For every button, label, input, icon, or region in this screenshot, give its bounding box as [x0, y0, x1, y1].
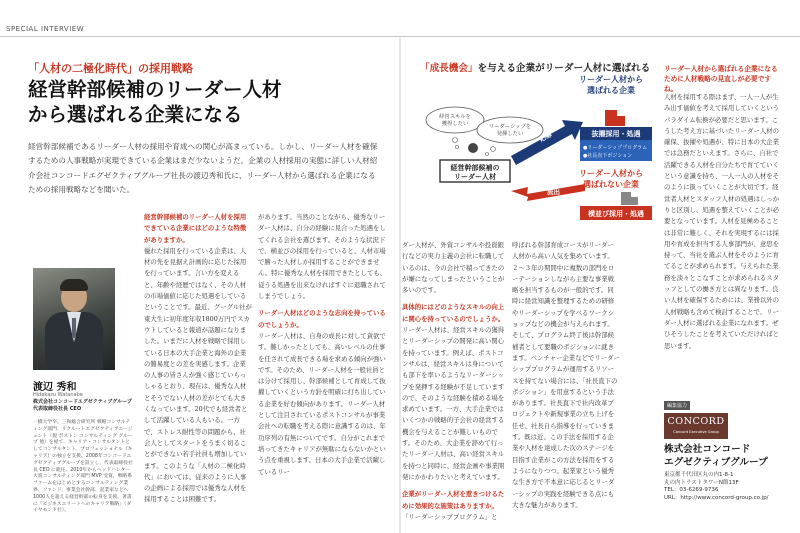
- chosen-benefit-1: ●リーダーシッププログラム: [583, 145, 648, 151]
- sidebar-answer: 人材を採用する際はまず、一人一人が生み出す価値を考えて採用していくというパラダイム転換が必要だと思います。こうした考え方に基づいたリーダー人材の確保、抜擢や処遇が、特に日本の大企業では急務だといえます。さらに、自社で活躍できる人材を自分たちで育てていくという意識を持ち、一人一人の人材をそのように扱っていくことが大切です。経営者人材とスタッフ人材の処遇はしっかりと区別し、処遇を整えていくことが必要となっています。人材を見極めることは非常に難しく、それを実現するには採用や育成を担当する人事部門が、意思を持って、当社を選ぶ人材をそのように育てることが求められます。与えられた業務を淡々とこなすことが求められるスタッフとしての働き方とは異なります。良い人材を確保するためには、業務以外の人材戦略も含めて検討することで、リーダー人材に選ばれる企業になれます。ぜひそうしたことを考えていただければと思います。: [664, 93, 780, 350]
- company-logo: [664, 413, 728, 439]
- company-name-line-1: 株式会社コンコード: [664, 444, 751, 455]
- person-name-roman: Hidekazu Watanabe: [33, 392, 83, 398]
- diagram-title-text: を与える企業がリーダー人材に選ばれる: [477, 63, 651, 74]
- building-icon-chosen: [605, 110, 625, 126]
- company-url[interactable]: URL：http://www.concord-group.co.jp/: [664, 494, 769, 501]
- answer: ダー人材が、外資コンサルや投資銀行などの実力主義の会社に転職しているのは、今の会社で積ってきたのが嫌になってしまったということが多いのです。: [402, 241, 505, 295]
- thought-bubble-2-line-2: 発揮したい: [496, 131, 524, 137]
- company-tel: TEL：03-6269-9736: [664, 487, 719, 493]
- answer: リーダー人材は、自身の成長に対して貪欲です。難しかったとしても、高いレベルの仕事を任されて成長できる場を求める傾向が強いです。そのため、リーダー人材を一般社員とは分けて採用し、幹部候補として育成して抜擢していくという方針を明確に打ち出している企業を好む傾向があります。リーダー人材として注目されているポストコンサルが事業会社への転職を考える際に意識するのは、年功序列の有無についてです。自分がこれまで培ってきたキャリアが無駄にならないかという点を重視します。日本の大手企業で活躍しているリー: [258, 331, 386, 476]
- rejected-benefits-title: 横並び採用・処遇: [588, 210, 644, 218]
- page-gutter: [399, 37, 401, 533]
- rejected-company-line-1: リーダー人材から: [579, 169, 643, 178]
- question: 具体的にはどのようなスキルの向上に関心を持っているのでしょうか。: [402, 303, 505, 323]
- article-column-1: [144, 212, 252, 512]
- headline-kicker: 「人材の二極化時代」の採用戦略: [28, 62, 193, 75]
- question: 企業がリーダー人材を惹きつけるために効果的な施策はありますか。: [402, 490, 505, 510]
- section-tag: SPECIAL INTERVIEW: [6, 25, 85, 33]
- answer: リーダー人材は、経営スキルの獲得とリーダーシップの開発に高い関心を持っています。例えば、ポストコンサルは、経営スキルは身についても部下を率いるようなリーダーシップを発揮する経験が不足していますので、そのような経験を積める場を求めています。一方、大手企業ではいくつかの戦略的子会社の経営する機会を与えることが難しいものです。そのため、大企業を辞めて行ったリーダー人材は、高い経営スキルを持つと同時に、経営企画や事業開発にかかわりたいと考えています。: [402, 326, 505, 481]
- diagram-title-highlight: 「成長機会」: [420, 63, 478, 74]
- leader-candidate-line-1: 経営幹部候補の: [450, 164, 500, 172]
- chosen-company-line-1: リーダー人材から: [579, 75, 643, 84]
- person-name: 渡辺 秀和: [33, 382, 77, 393]
- headline-line-2: から選ばれる企業になる: [28, 103, 243, 126]
- logo-main: CONCORD: [667, 416, 725, 427]
- person-title: 株式会社コンコードエグゼクティブグループ 代表取締役社長 CEO: [33, 399, 132, 412]
- company-address-2: 丸の内トラストタワーN館13F: [664, 479, 739, 486]
- career-diagram: [415, 70, 655, 236]
- portrait-photo: [33, 268, 115, 370]
- person-bio: 一橋大学卒。三和総合研究所 戦略コンサルティング部門、リクルートエグゼクティブエージェント（現 ボストン コンサルティング グループ 他）を経て、キャリア・コンサルタントとしてコンサルタント、プロフェッショナル（キャリア）の独立を支援。2008年コンコードエグゼクティブグループを設立し、代表取締役社長 CEO に就任。2010年からヘッドハンター大賞コンサルティング部門 MVP 受賞。戦略系ファームをはじめとするコンサルティング業界、ファンド、事業会社幹部、起業家などへ1000人を超える経営幹部の転身を支援。著書に『ビジネスエリートへのキャリア戦略』（ダイヤモンド社）。: [33, 420, 133, 514]
- thought-bubble-1-line-1: 経営スキルを: [439, 114, 471, 120]
- logo-sub: Concord Executive Group: [673, 430, 719, 434]
- sidebar-question: リーダー人材から選ばれる企業になるために人材戦略の見直しが必要ですね。: [664, 65, 778, 93]
- leave-label: 流出: [547, 188, 560, 196]
- article-column-3: [402, 240, 508, 529]
- company-contact: [664, 472, 769, 502]
- thought-bubble-2: [477, 117, 543, 143]
- headline: [28, 77, 282, 127]
- chosen-benefits-title: 抜擢採用・処遇: [591, 130, 641, 138]
- article-column-2: [258, 212, 390, 484]
- thought-bubble-2-line-1: リーダーシップを: [488, 124, 532, 130]
- answer: 「リーダーシッププログラム」と: [402, 512, 498, 521]
- leader-candidate-line-2: リーダー人材: [454, 173, 496, 181]
- answer: 呼ばれる幹部育成コースがリーダー人材から高い人気を集めています。２〜３年の期間中に複数の部門をローテーションしながら主要な事業戦略を担当するものが一般的です。同時に経営知識を整理するための研修やリーダーシップを学べるワークショップなどの機会が与えられます。そして、プログラム終了後は幹部候補者として要職のポジションに就きます。ベンチャー企業などでリーダーシッププログラムが運用するリソースを持てない場合には、「社長直下のポジション」を用意するという手法があります。社長直下で社内改革プロジェクトや新規事業の立ち上げを任せ、社長自ら指導を行っていきます。既は近、この手法を採用する企業や人材を達成した次のステージを目指す企業がこの方法を採用をするようになりつつ。起業家という優秀な生き方で不本意に応じるとリーダーシップの実践を経験できる点にも大きな魅力があります。: [512, 241, 620, 509]
- lead-paragraph: 経営幹部候補であるリーダー人材の採用や育成への関心が高まっている。しかし、リーダー人材を確保するための人事戦略が実現できている企業はまだ少ないようだ。企業の人材採用の実態に詳しい人材紹介会社コンコードエグゼクティブグループ社長の渡辺秀和氏に、リーダー人材から選ばれる企業になるための採用戦略などを聞いた。: [28, 142, 378, 195]
- editorial-label: 編集協力: [664, 401, 690, 410]
- article-column-4: [512, 240, 620, 517]
- thought-bubble-1: [426, 107, 484, 133]
- company-name-line-2: エグゼクティブグループ: [664, 456, 768, 468]
- building-icon-rejected: [621, 192, 638, 205]
- apply-label: 応募: [538, 130, 554, 144]
- company-address-1: 東京都千代田区丸の内1-8-1: [664, 472, 734, 478]
- rejected-company-line-2: 選ばれない企業: [583, 180, 639, 189]
- answer: 優れた採用を行っている企業は、人材の先を見据え計画的に応じた採用を行っています。言い方を変えると、年齢や経歴ではなく、その人材の市場価値に応じた処遇をしているということです。最近、グーグル社が東大生に初年度年収1800万円でスカウトしていると報道が話題になりました。いまだに人材を戦略で採用している日本の大手企業と海外の企業の難易度との差を実感します。企業の人事の皆さんが強く感じていらっしゃるとおり、現在は、優秀な人材とそうでない人材の差がとても大きくなっています。20代でも経営者として活躍している人もいる。一方で、ストレス耐性等の問題から、社会人としてスタートをうまく切ることができない若手社員も増加しています。このような「人材の二極化時代」においては、従来のように人事の企画による採用では優秀な人材を採用することは困難です。: [144, 246, 252, 504]
- chosen-company-line-2: 選ばれる企業: [587, 86, 635, 95]
- company-name: [664, 444, 768, 469]
- headline-line-1: 経営幹部候補のリーダー人材: [28, 78, 282, 101]
- question: リーダー人材はどのような志向を持っているのでしょうか。: [258, 309, 386, 329]
- question: 経営幹部候補のリーダー人材を採用できている企業にはどのような特徴がありますか。: [144, 213, 247, 244]
- thought-bubble-1-line-2: 獲得したい: [441, 121, 469, 127]
- top-bar: [0, 0, 800, 8]
- chosen-benefit-2: ●社長直下ポジション: [583, 153, 633, 159]
- answer: があります。当然のことながら、優秀なリーダー人材は、自分の経験に見合った処遇をしてくれる会社を選びます。そのような状況下で、横並びの採用を行っていると、人材市場で勝った人材しか採用することができません。特に優秀な人材を採用できたとしても、従うる処遇を出来なければすぐに退職されてしまうでしょう。: [258, 213, 387, 301]
